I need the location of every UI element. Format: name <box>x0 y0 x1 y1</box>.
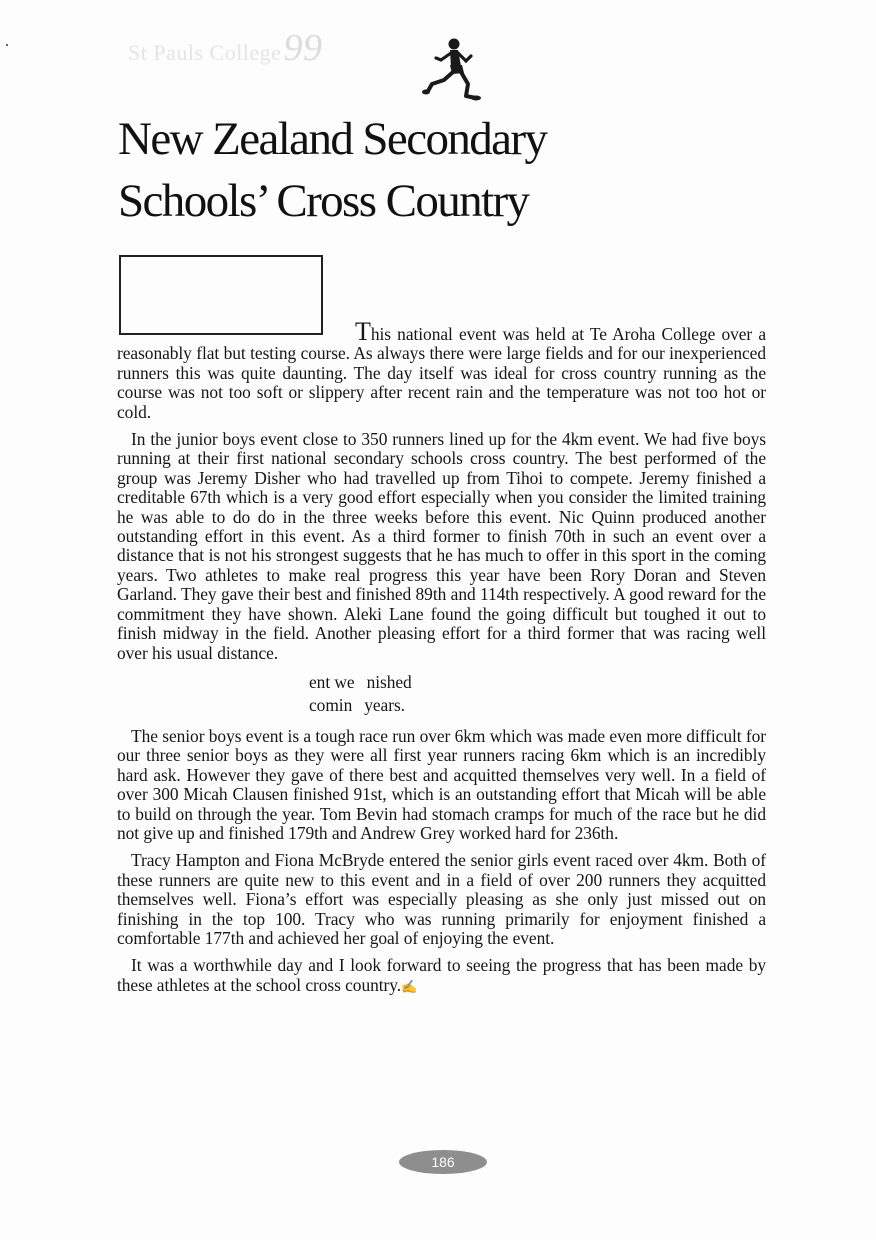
faint-header-year: 99 <box>283 27 323 69</box>
paragraph-conclusion-text: It was a worthwhile day and I look forward to seeing the progress that has been made by these athletes at the school cross country. <box>117 955 766 995</box>
drop-cap: T <box>355 317 371 346</box>
page-number: 186 <box>399 1150 487 1174</box>
page-title <box>118 108 758 232</box>
runner-icon <box>414 36 484 104</box>
faint-header-school: St Pauls College <box>128 40 282 65</box>
title-line-1: New Zealand Secondary <box>118 113 547 165</box>
paragraph-senior-girls: Tracy Hampton and Fiona McBryde entered the senior girls event raced over 4km. Both of these runners are quite new to this event and in a field of over 200 runners they acquitted themselves well. Fiona’s effort was especially pleasing as she only just missed out on finishing in the top 100. Tracy who was running primarily for enjoyment finished a comfortable 177th and achieved her goal of enjoying the event. <box>117 850 766 948</box>
fragment-word: nished <box>366 671 412 692</box>
text-fragment <box>117 671 766 717</box>
faint-header <box>128 26 322 70</box>
fragment-word: years. <box>364 694 405 715</box>
pen-icon: ✍ <box>401 978 418 994</box>
paragraph-intro <box>117 317 766 422</box>
title-line-2: Schools’ Cross Country <box>118 175 529 227</box>
fragment-word: comin <box>309 694 353 715</box>
scan-mark <box>6 44 8 46</box>
paragraph-junior-boys: In the junior boys event close to 350 runners lined up for the 4km event. We had five boys running at their first national secondary schools cross country. The best performed of the group was Jeremy Disher who had travelled up from Tihoi to compete. Jeremy finished a creditable 67th which is a very good effort especially when you consider the limited training he was able to do do in the three weeks before this event. Nic Quinn produced another outstanding effort in this event. As a third former to finish 70th in such an event over a distance that is not his strongest suggests that he has much to offer in this sport in the coming years. Two athletes to make real progress this year have been Rory Doran and Steven Garland. They gave their best and finished 89th and 114th respectively. A good reward for the commitment they have shown. Aleki Lane found the going difficult but toughed it out to finish midway in the field. Another pleasing effort for a third former that was racing well over his usual distance. <box>117 429 766 663</box>
fragment-word: ent we <box>309 671 355 692</box>
paragraph-conclusion <box>117 956 766 996</box>
paragraph-intro-text: his national event was held at Te Aroha College over a reasonably flat but testing course. As always there were large fields and for our inexperienced runners this was quite daunting. The day itself was ideal for cross country running as the course was not too soft or slippery after recent rain and the temperature was not too hot or cold. <box>117 324 766 422</box>
paragraph-senior-boys: The senior boys event is a tough race run over 6km which was made even more difficult for our three senior boys as they were all first year runners racing 6km which is an incredibly hard ask. However they gave of there best and acquitted themselves very well. In a field of over 300 Micah Clausen finished 91st, which is an outstanding effort that Micah will be able to build on through the year. Tom Bevin had stomach cramps for much of the race but he did not give up and finished 179th and Andrew Grey worked hard for 236th. <box>117 725 766 843</box>
article-body <box>117 317 766 1004</box>
